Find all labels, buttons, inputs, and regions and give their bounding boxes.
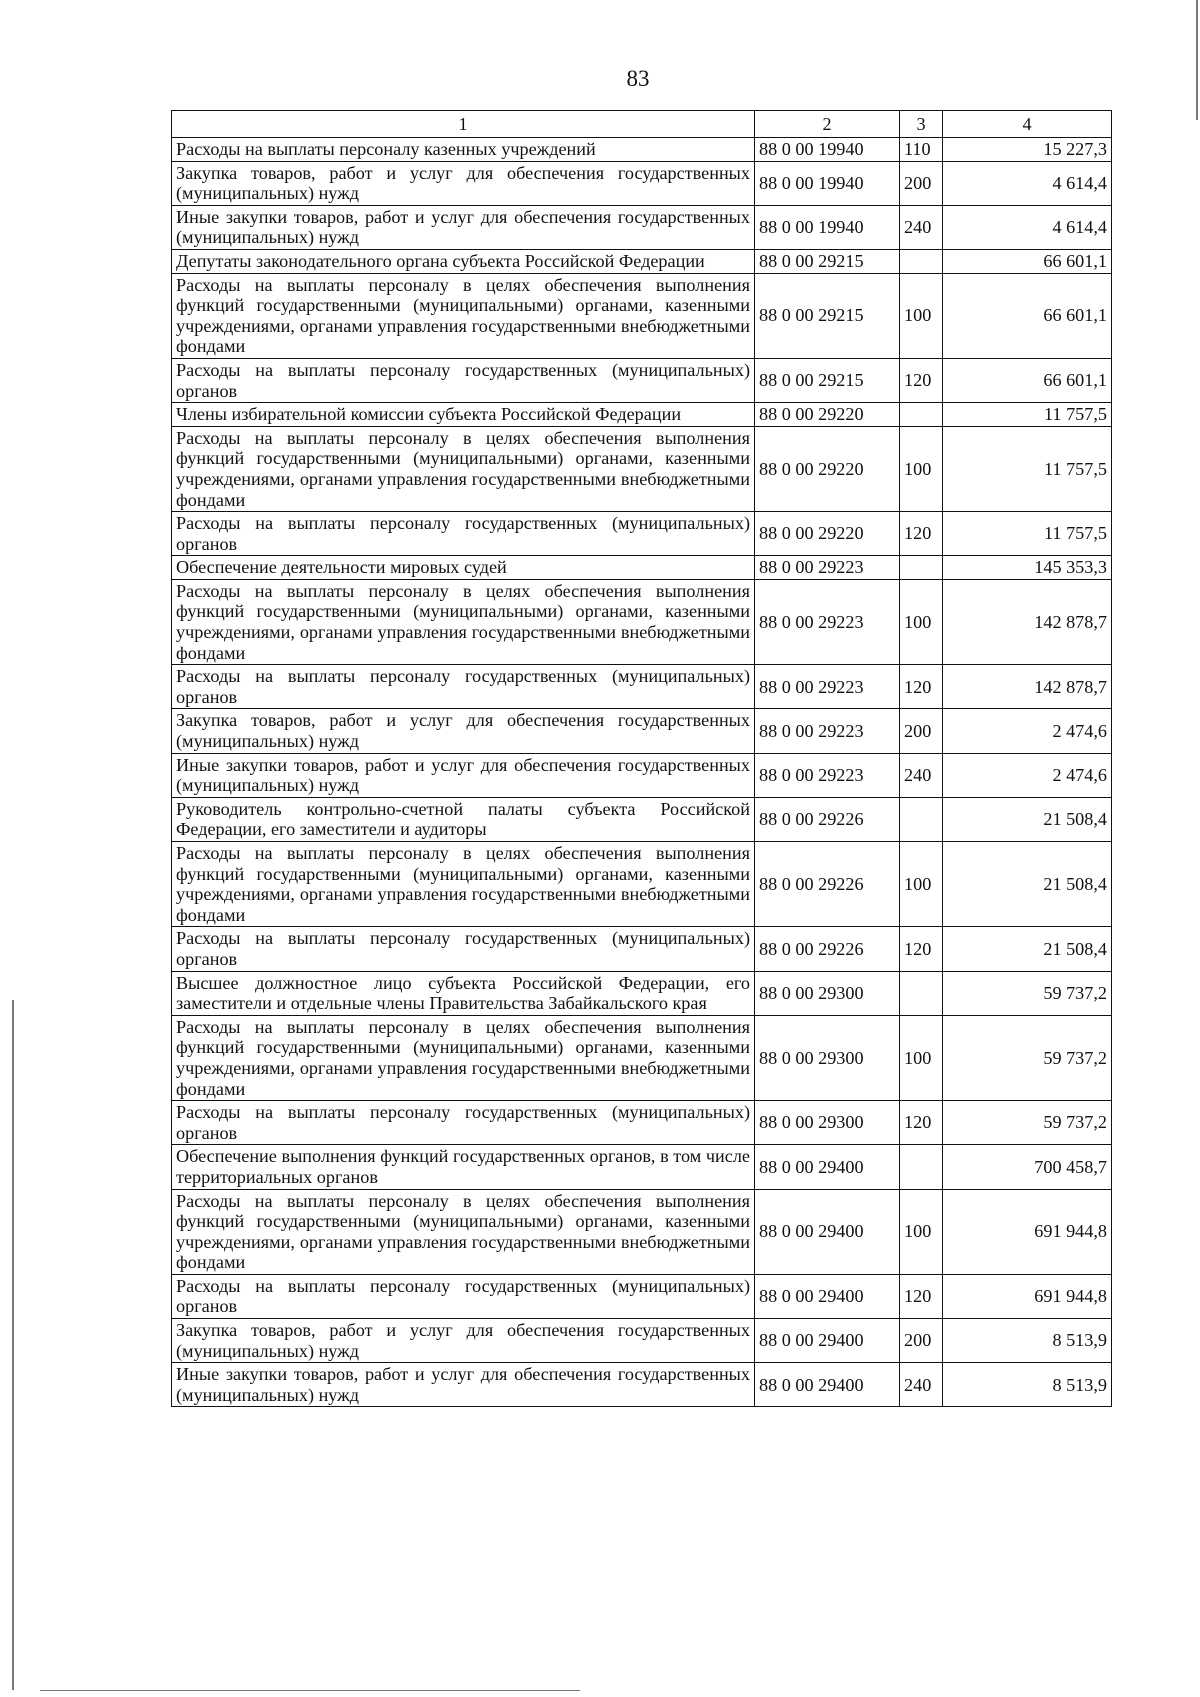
expense-type-cell: 240 bbox=[900, 753, 943, 797]
target-code-cell: 88 0 00 29223 bbox=[755, 665, 900, 709]
table-row bbox=[172, 1189, 1112, 1274]
column-header-2: 2 bbox=[755, 111, 900, 138]
budget-table bbox=[171, 110, 1112, 1407]
expense-name-cell: Расходы на выплаты персоналу государственных (муниципальных) органов bbox=[172, 927, 755, 971]
expense-type-cell bbox=[900, 971, 943, 1015]
expense-name-cell: Закупка товаров, работ и услуг для обеспечения государственных (муниципальных) нужд bbox=[172, 161, 755, 205]
target-code-cell: 88 0 00 29300 bbox=[755, 1101, 900, 1145]
expense-type-cell: 100 bbox=[900, 842, 943, 927]
amount-cell: 142 878,7 bbox=[943, 665, 1112, 709]
table-row bbox=[172, 512, 1112, 556]
expense-name-cell: Иные закупки товаров, работ и услуг для обеспечения государственных (муниципальных) нужд bbox=[172, 205, 755, 249]
amount-cell: 66 601,1 bbox=[943, 358, 1112, 402]
amount-cell: 15 227,3 bbox=[943, 138, 1112, 162]
amount-cell: 21 508,4 bbox=[943, 927, 1112, 971]
scan-edge-bottom bbox=[40, 1690, 580, 1691]
table-row bbox=[172, 927, 1112, 971]
expense-name-cell: Расходы на выплаты персоналу государственных (муниципальных) органов bbox=[172, 512, 755, 556]
target-code-cell: 88 0 00 29220 bbox=[755, 426, 900, 511]
expense-type-cell bbox=[900, 556, 943, 580]
table-row bbox=[172, 556, 1112, 580]
expense-name-cell: Расходы на выплаты персоналу в целях обеспечения выполнения функций государственными (муниципальными) органами, казенными учреждениями, органами управления государственными внебюджетными фондами bbox=[172, 273, 755, 358]
expense-type-cell: 200 bbox=[900, 1319, 943, 1363]
expense-name-cell: Расходы на выплаты персоналу государственных (муниципальных) органов bbox=[172, 358, 755, 402]
target-code-cell: 88 0 00 29300 bbox=[755, 971, 900, 1015]
column-header-4: 4 bbox=[943, 111, 1112, 138]
amount-cell: 2 474,6 bbox=[943, 753, 1112, 797]
target-code-cell: 88 0 00 29226 bbox=[755, 797, 900, 841]
table-row bbox=[172, 1363, 1112, 1407]
expense-type-cell: 100 bbox=[900, 426, 943, 511]
target-code-cell: 88 0 00 29223 bbox=[755, 753, 900, 797]
expense-name-cell: Расходы на выплаты персоналу государственных (муниципальных) органов bbox=[172, 1101, 755, 1145]
expense-type-cell: 100 bbox=[900, 1015, 943, 1100]
page-number: 83 bbox=[626, 66, 650, 91]
target-code-cell: 88 0 00 29220 bbox=[755, 512, 900, 556]
scan-edge-right bbox=[1196, 0, 1198, 120]
expense-name-cell: Расходы на выплаты персоналу казенных учреждений bbox=[172, 138, 755, 162]
expense-type-cell: 120 bbox=[900, 358, 943, 402]
expense-name-cell: Расходы на выплаты персоналу в целях обеспечения выполнения функций государственными (муниципальными) органами, казенными учреждениями, органами управления государственными внебюджетными фондами bbox=[172, 1015, 755, 1100]
target-code-cell: 88 0 00 29223 bbox=[755, 556, 900, 580]
amount-cell: 4 614,4 bbox=[943, 205, 1112, 249]
expense-name-cell: Обеспечение выполнения функций государственных органов, в том числе территориальных органов bbox=[172, 1145, 755, 1189]
amount-cell: 142 878,7 bbox=[943, 579, 1112, 664]
table-row bbox=[172, 753, 1112, 797]
table-row bbox=[172, 161, 1112, 205]
expense-name-cell: Иные закупки товаров, работ и услуг для обеспечения государственных (муниципальных) нужд bbox=[172, 1363, 755, 1407]
expense-type-cell bbox=[900, 403, 943, 427]
expense-type-cell: 120 bbox=[900, 1274, 943, 1318]
expense-type-cell: 200 bbox=[900, 161, 943, 205]
expense-name-cell: Расходы на выплаты персоналу в целях обеспечения выполнения функций государственными (муниципальными) органами, казенными учреждениями, органами управления государственными внебюджетными фондами bbox=[172, 842, 755, 927]
expense-type-cell bbox=[900, 1145, 943, 1189]
expense-name-cell: Расходы на выплаты персоналу государственных (муниципальных) органов bbox=[172, 1274, 755, 1318]
amount-cell: 11 757,5 bbox=[943, 512, 1112, 556]
target-code-cell: 88 0 00 29215 bbox=[755, 249, 900, 273]
expense-type-cell: 110 bbox=[900, 138, 943, 162]
target-code-cell: 88 0 00 29226 bbox=[755, 842, 900, 927]
table-row bbox=[172, 403, 1112, 427]
column-header-3: 3 bbox=[900, 111, 943, 138]
amount-cell: 11 757,5 bbox=[943, 403, 1112, 427]
table-row bbox=[172, 1015, 1112, 1100]
table-row bbox=[172, 1145, 1112, 1189]
amount-cell: 11 757,5 bbox=[943, 426, 1112, 511]
target-code-cell: 88 0 00 29226 bbox=[755, 927, 900, 971]
scan-edge-left bbox=[12, 1000, 14, 1690]
expense-type-cell: 120 bbox=[900, 1101, 943, 1145]
table-row bbox=[172, 797, 1112, 841]
expense-type-cell: 100 bbox=[900, 579, 943, 664]
amount-cell: 59 737,2 bbox=[943, 1101, 1112, 1145]
target-code-cell: 88 0 00 29300 bbox=[755, 1015, 900, 1100]
expense-name-cell: Расходы на выплаты персоналу в целях обеспечения выполнения функций государственными (муниципальными) органами, казенными учреждениями, органами управления государственными внебюджетными фондами bbox=[172, 1189, 755, 1274]
amount-cell: 59 737,2 bbox=[943, 1015, 1112, 1100]
table-row bbox=[172, 273, 1112, 358]
expense-type-cell: 240 bbox=[900, 1363, 943, 1407]
table-row bbox=[172, 842, 1112, 927]
target-code-cell: 88 0 00 19940 bbox=[755, 138, 900, 162]
expense-name-cell: Закупка товаров, работ и услуг для обеспечения государственных (муниципальных) нужд bbox=[172, 1319, 755, 1363]
amount-cell: 691 944,8 bbox=[943, 1274, 1112, 1318]
expense-type-cell bbox=[900, 797, 943, 841]
expense-type-cell: 100 bbox=[900, 1189, 943, 1274]
table-row bbox=[172, 358, 1112, 402]
amount-cell: 8 513,9 bbox=[943, 1363, 1112, 1407]
amount-cell: 700 458,7 bbox=[943, 1145, 1112, 1189]
expense-name-cell: Иные закупки товаров, работ и услуг для обеспечения государственных (муниципальных) нужд bbox=[172, 753, 755, 797]
header-row bbox=[172, 111, 1112, 138]
column-header-1: 1 bbox=[172, 111, 755, 138]
expense-name-cell: Высшее должностное лицо субъекта Российской Федерации, его заместители и отдельные члены Правительства Забайкальского края bbox=[172, 971, 755, 1015]
expense-name-cell: Закупка товаров, работ и услуг для обеспечения государственных (муниципальных) нужд bbox=[172, 709, 755, 753]
expense-name-cell: Руководитель контрольно-счетной палаты субъекта Российской Федерации, его заместители и аудиторы bbox=[172, 797, 755, 841]
table-row bbox=[172, 1274, 1112, 1318]
table-row bbox=[172, 249, 1112, 273]
target-code-cell: 88 0 00 29220 bbox=[755, 403, 900, 427]
table-row bbox=[172, 138, 1112, 162]
expense-type-cell: 120 bbox=[900, 927, 943, 971]
target-code-cell: 88 0 00 19940 bbox=[755, 161, 900, 205]
amount-cell: 66 601,1 bbox=[943, 273, 1112, 358]
table-row bbox=[172, 205, 1112, 249]
target-code-cell: 88 0 00 29400 bbox=[755, 1319, 900, 1363]
amount-cell: 21 508,4 bbox=[943, 797, 1112, 841]
expense-type-cell: 200 bbox=[900, 709, 943, 753]
amount-cell: 8 513,9 bbox=[943, 1319, 1112, 1363]
expense-name-cell: Обеспечение деятельности мировых судей bbox=[172, 556, 755, 580]
table-row bbox=[172, 426, 1112, 511]
table-body bbox=[172, 138, 1112, 1407]
table-row bbox=[172, 1101, 1112, 1145]
amount-cell: 66 601,1 bbox=[943, 249, 1112, 273]
expense-name-cell: Члены избирательной комиссии субъекта Российской Федерации bbox=[172, 403, 755, 427]
table-row bbox=[172, 665, 1112, 709]
amount-cell: 2 474,6 bbox=[943, 709, 1112, 753]
expense-type-cell: 120 bbox=[900, 512, 943, 556]
table-row bbox=[172, 971, 1112, 1015]
amount-cell: 21 508,4 bbox=[943, 842, 1112, 927]
expense-type-cell: 120 bbox=[900, 665, 943, 709]
expense-name-cell: Расходы на выплаты персоналу в целях обеспечения выполнения функций государственными (муниципальными) органами, казенными учреждениями, органами управления государственными внебюджетными фондами bbox=[172, 426, 755, 511]
target-code-cell: 88 0 00 29223 bbox=[755, 579, 900, 664]
amount-cell: 4 614,4 bbox=[943, 161, 1112, 205]
amount-cell: 59 737,2 bbox=[943, 971, 1112, 1015]
expense-type-cell: 100 bbox=[900, 273, 943, 358]
expense-type-cell: 240 bbox=[900, 205, 943, 249]
target-code-cell: 88 0 00 29215 bbox=[755, 273, 900, 358]
expense-name-cell: Расходы на выплаты персоналу в целях обеспечения выполнения функций государственными (муниципальными) органами, казенными учреждениями, органами управления государственными внебюджетными фондами bbox=[172, 579, 755, 664]
target-code-cell: 88 0 00 29400 bbox=[755, 1363, 900, 1407]
expense-type-cell bbox=[900, 249, 943, 273]
table-row bbox=[172, 579, 1112, 664]
target-code-cell: 88 0 00 29215 bbox=[755, 358, 900, 402]
amount-cell: 145 353,3 bbox=[943, 556, 1112, 580]
target-code-cell: 88 0 00 29400 bbox=[755, 1274, 900, 1318]
target-code-cell: 88 0 00 29223 bbox=[755, 709, 900, 753]
amount-cell: 691 944,8 bbox=[943, 1189, 1112, 1274]
expense-name-cell: Депутаты законодательного органа субъекта Российской Федерации bbox=[172, 249, 755, 273]
target-code-cell: 88 0 00 29400 bbox=[755, 1145, 900, 1189]
table-row bbox=[172, 1319, 1112, 1363]
table-row bbox=[172, 709, 1112, 753]
target-code-cell: 88 0 00 19940 bbox=[755, 205, 900, 249]
target-code-cell: 88 0 00 29400 bbox=[755, 1189, 900, 1274]
expense-name-cell: Расходы на выплаты персоналу государственных (муниципальных) органов bbox=[172, 665, 755, 709]
